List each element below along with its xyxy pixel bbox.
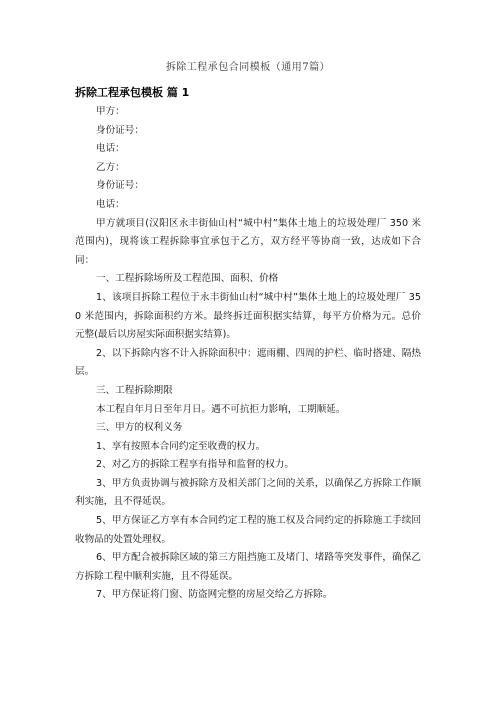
party-b-phone-label: 电话： [96,198,125,210]
clause-3-1: 1、享有按照本合同约定至收费的权力。 [96,440,266,452]
clause-3-5: 5、甲方保证乙方享有本合同约定工程的施工权及合同约定的拆除施工手续回收物品的处置处理权。 [75,515,421,545]
clause-1-2: 2、以下拆除内容不计入拆除面积中：遮雨棚、四周的护栏、临时搭建、隔热层。 [75,347,421,378]
clause-3-6: 6、甲方配合被拆除区域的第三方阻挡施工及堵门、堵路等突发事件，确保乙方拆除工程中顺利实施，且不得延误。 [75,552,421,582]
party-a-id-label: 身份证号： [96,124,144,136]
clause-3-2: 2、对乙方的拆除工程享有指导和监督的权力。 [96,459,294,471]
clause-period: 本工程自年月日至年月日。遇不可抗拒力影响，工期顺延。 [96,403,346,415]
document-header-title: 拆除工程承包合同模板（通用7篇） [165,62,331,73]
heading-party-a-rights: 三、甲方的权利义务 [96,422,183,434]
section-title: 拆除工程承包模板 篇 1 [75,86,190,99]
clause-3-7: 7、甲方保证将门窗、防盗网完整的房屋交给乙方拆除。 [96,589,333,601]
document-body [75,84,421,605]
heading-scope: 一、工程拆除场所及工程范围、面积、价格 [96,273,279,285]
clause-3-3: 3、甲方负责协调与被拆除方及相关部门之间的关系，以确保乙方拆除工作顺利实施，且不得延误。 [75,477,421,508]
party-b-id-label: 身份证号： [96,180,144,192]
party-a-label: 甲方： [96,106,125,117]
party-b-label: 乙方： [96,161,125,173]
intro-paragraph: 甲方就项目(汉阳区永丰街仙山村“城中村”集体土地上的垃圾处理厂 350 米范围内)，现将该工程拆除事宜承包于乙方，双方经平等协商一致，达成如下合同： [75,217,421,266]
heading-period: 三、工程拆除期限 [96,384,173,396]
clause-1-1: 1、该项目拆除工程位于永丰街仙山村“城中村”集体土地上的垃圾处理厂 350 米范围内，拆除面积约方米。最终拆迁面积据实结算，每平方价格为元。总价 元整(最后以房屋实际面积据实结算)。 [75,291,421,341]
party-a-phone-label: 电话： [96,143,125,155]
